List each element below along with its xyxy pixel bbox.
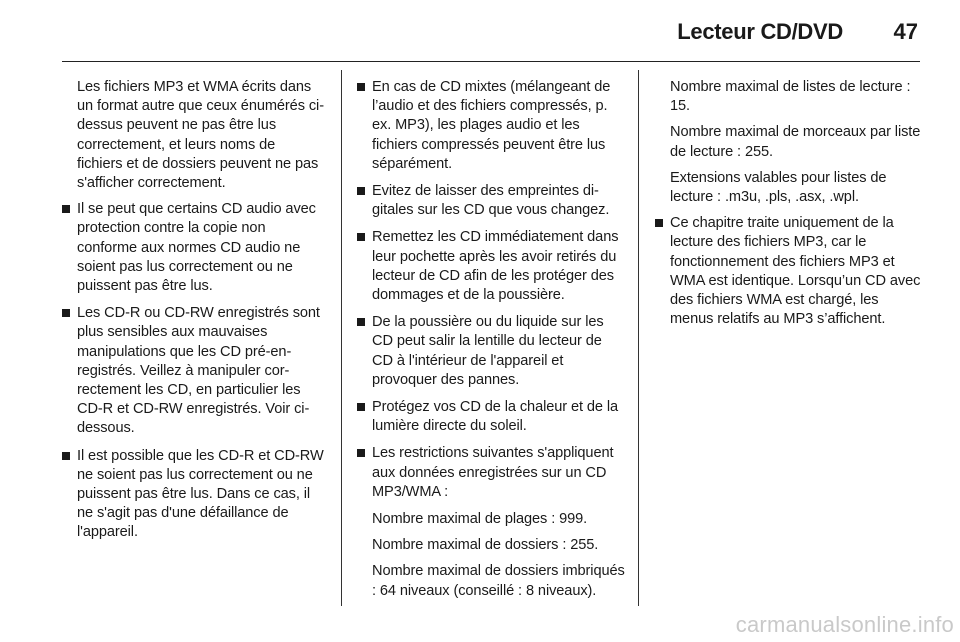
list-item-text: Il est possible que les CD-R et CD-RW ne soient pas lus correctement ou ne puissent pas être lus. Dans ce cas, il ne s'agit pas d'une défaillance de l'appareil. xyxy=(77,447,324,541)
column-divider xyxy=(638,70,639,606)
column-3 xyxy=(655,78,923,337)
restriction-line: Nombre maximal de plages : 999. xyxy=(372,511,588,528)
list-item xyxy=(62,200,324,296)
list-item-text: De la poussière ou du liquide sur les CD peut salir la lentille du lecteur de CD à l'intérieur de l'appareil et provoquer des pannes. xyxy=(372,314,604,388)
list-item xyxy=(357,182,625,220)
restriction-line: Nombre maximal de dossiers : 255. xyxy=(372,537,599,554)
column-1 xyxy=(62,78,324,551)
header-divider xyxy=(62,61,920,62)
intro-paragraph: Les fichiers MP3 et WMA écrits dans un format autre que ceux énumérés ci-dessus peuvent ne pas être lus correctement, et leurs noms de fichiers et de dossiers peuvent ne pas s'afficher correctement. xyxy=(77,79,324,192)
page-number: 47 xyxy=(893,19,918,44)
page-title: Lecteur CD/DVD xyxy=(677,19,843,44)
bullet-icon xyxy=(655,219,663,227)
bullet-icon xyxy=(357,318,365,326)
watermark: carmanualsonline.info xyxy=(735,612,954,637)
bullet-icon xyxy=(62,309,70,317)
bullet-icon xyxy=(62,452,70,460)
column-divider xyxy=(341,70,342,606)
list-item xyxy=(62,304,324,438)
bullet-icon xyxy=(62,205,70,213)
list-item-text: Les CD-R ou CD-RW enregistrés sont plus sensibles aux mauvaises manipulations que les CD pré-enregistrés. Veillez à manipuler correctement les CD, en particulier les CD-R et CD-RW enregistrés. Voir ci-dessous. xyxy=(77,305,320,437)
bullet-icon xyxy=(357,83,365,91)
list-item-text: Il se peut que certains CD audio avec protection contre la copie non conforme aux normes CD audio ne soient pas lus correctement ou ne puissent pas être lus. xyxy=(77,201,316,295)
list-item-text: Evitez de laisser des empreintes digitales sur les CD que vous changez. xyxy=(372,183,610,219)
restriction-line: Nombre maximal de morceaux par liste de lecture : 255. xyxy=(670,124,921,160)
list-item xyxy=(357,313,625,390)
list-item xyxy=(357,444,625,502)
restriction-line: Nombre maximal de dossiers imbriqués : 64 niveaux (conseillé : 8 niveaux). xyxy=(372,563,625,599)
restriction-line: Nombre maximal de listes de lecture : 15. xyxy=(670,79,911,115)
page-header xyxy=(0,0,960,62)
list-item xyxy=(357,398,625,436)
list-item-text: Ce chapitre traite uniquement de la lecture des fichiers MP3, car le fonctionnement des fichiers MP3 et WMA est identique. Lorsqu’un CD avec des fichiers WMA est chargé, les menus relatifs au MP3 s’affichent. xyxy=(670,215,921,328)
bullet-icon xyxy=(357,403,365,411)
list-item-text: En cas de CD mixtes (mélangeant de l’audio et des fichiers compressés, p. ex. MP3), les plages audio et les fichiers compressés peuvent être lus séparément. xyxy=(372,79,611,172)
bullet-icon xyxy=(357,449,365,457)
list-item-text: Remettez les CD immédiatement dans leur pochette après les avoir retirés du lecteur de CD afin de les protéger des dommages et de la poussière. xyxy=(372,229,619,304)
column-2 xyxy=(357,78,625,608)
list-item-text: Les restrictions suivantes s'appliquent aux données enregistrées sur un CD MP3/WMA : xyxy=(372,445,614,500)
list-item xyxy=(357,228,625,305)
restriction-line: Extensions valables pour listes de lecture : .m3u, .pls, .asx, .wpl. xyxy=(670,169,887,206)
bullet-icon xyxy=(357,233,365,241)
list-item xyxy=(655,214,923,329)
bullet-icon xyxy=(357,187,365,195)
list-item xyxy=(357,78,625,174)
list-item-text: Protégez vos CD de la chaleur et de la lumière directe du soleil. xyxy=(372,399,619,435)
list-item xyxy=(62,447,324,543)
